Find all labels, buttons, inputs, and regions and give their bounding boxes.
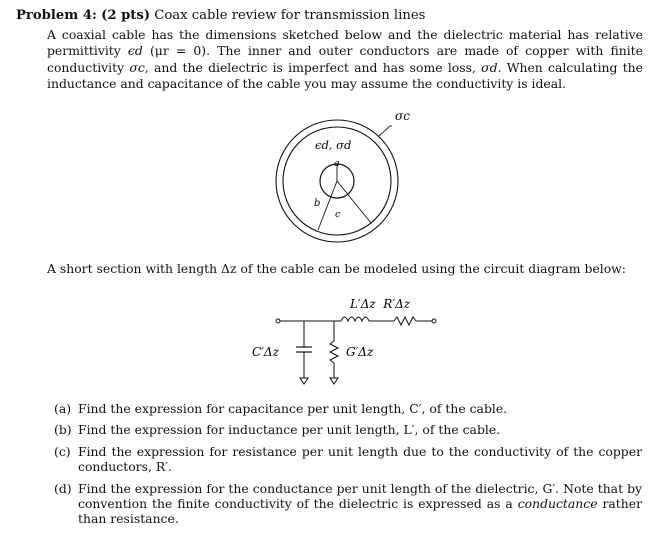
part-label: (d) bbox=[54, 480, 72, 496]
part-text bbox=[78, 481, 642, 527]
intro-mu-r: (μr = 0). bbox=[142, 43, 211, 59]
question-part-c bbox=[54, 444, 642, 475]
part-label: (b) bbox=[54, 422, 72, 438]
dim-c-label: c bbox=[335, 209, 341, 220]
problem-heading: Problem 4: bbox=[16, 8, 97, 23]
intro-eps-d: ϵd bbox=[127, 43, 143, 59]
intro-s2: The inner and outer conductors are made of copper with finite conductivity bbox=[47, 43, 643, 75]
outer-sigma-label: σc bbox=[395, 109, 410, 123]
input-terminal bbox=[276, 319, 280, 323]
series-resistor bbox=[394, 317, 416, 325]
intro-s1: A coaxial cable has the dimensions sketched below and the dielectric material has relative permittivity bbox=[47, 27, 643, 59]
part-label: (c) bbox=[54, 443, 71, 459]
intro-s4: . When calculating the inductance and capacitance of the cable you may assume the conductivity is ideal. bbox=[47, 59, 643, 91]
part-text: Find the expression for resistance per unit length due to the conductivity of the copper conductors, R′. bbox=[78, 443, 642, 475]
problem-points: (2 pts) bbox=[101, 8, 151, 23]
part-text: Find the expression for capacitance per unit length, C′, of the cable. bbox=[78, 401, 508, 416]
coax-cross-section-figure bbox=[0, 0, 671, 260]
circuit-diagram bbox=[0, 280, 671, 400]
circuit-intro-sentence: A short section with length Δz of the cable can be modeled using the circuit diagram below: bbox=[47, 261, 626, 276]
dim-b-line bbox=[318, 181, 337, 230]
dim-a-label: a bbox=[334, 158, 340, 169]
sigma-c-leader-line bbox=[379, 126, 390, 136]
intro-sigma-c: σc bbox=[129, 59, 145, 75]
problem-topic: Coax cable review for transmission lines bbox=[154, 8, 426, 23]
output-terminal bbox=[432, 319, 436, 323]
question-part-a bbox=[54, 401, 642, 416]
intro-s3: , and the dielectric is imperfect and has some loss, bbox=[144, 59, 482, 75]
question-part-b bbox=[54, 422, 642, 437]
shunt-conductance-resistor bbox=[330, 341, 338, 363]
capacitance-label: C′Δz bbox=[252, 345, 279, 359]
conductance-label: G′Δz bbox=[346, 345, 374, 359]
dielectric-label: ϵd, σd bbox=[315, 138, 352, 152]
cap-ground-arrow bbox=[300, 378, 308, 384]
cond-ground-arrow bbox=[330, 378, 338, 384]
question-parts bbox=[54, 401, 642, 533]
series-element-label: L′Δz R′Δz bbox=[350, 297, 411, 311]
part-label: (a) bbox=[54, 401, 72, 416]
question-part-d bbox=[54, 481, 642, 527]
part-d-post: rather than resistance. bbox=[78, 496, 643, 527]
part-d-pre: Find the expression for the conductance per unit length of the dielectric, G′. Note that by convention the finite conductivity of the dielectric is expressed as a bbox=[78, 480, 642, 512]
intro-sigma-d: σd bbox=[481, 59, 498, 75]
part-text: Find the expression for inductance per unit length, L′, of the cable. bbox=[78, 422, 501, 438]
dim-c-line bbox=[337, 181, 371, 223]
part-d-emphasis: conductance bbox=[517, 496, 598, 512]
series-inductor bbox=[341, 317, 369, 321]
dim-b-label: b bbox=[314, 198, 321, 209]
